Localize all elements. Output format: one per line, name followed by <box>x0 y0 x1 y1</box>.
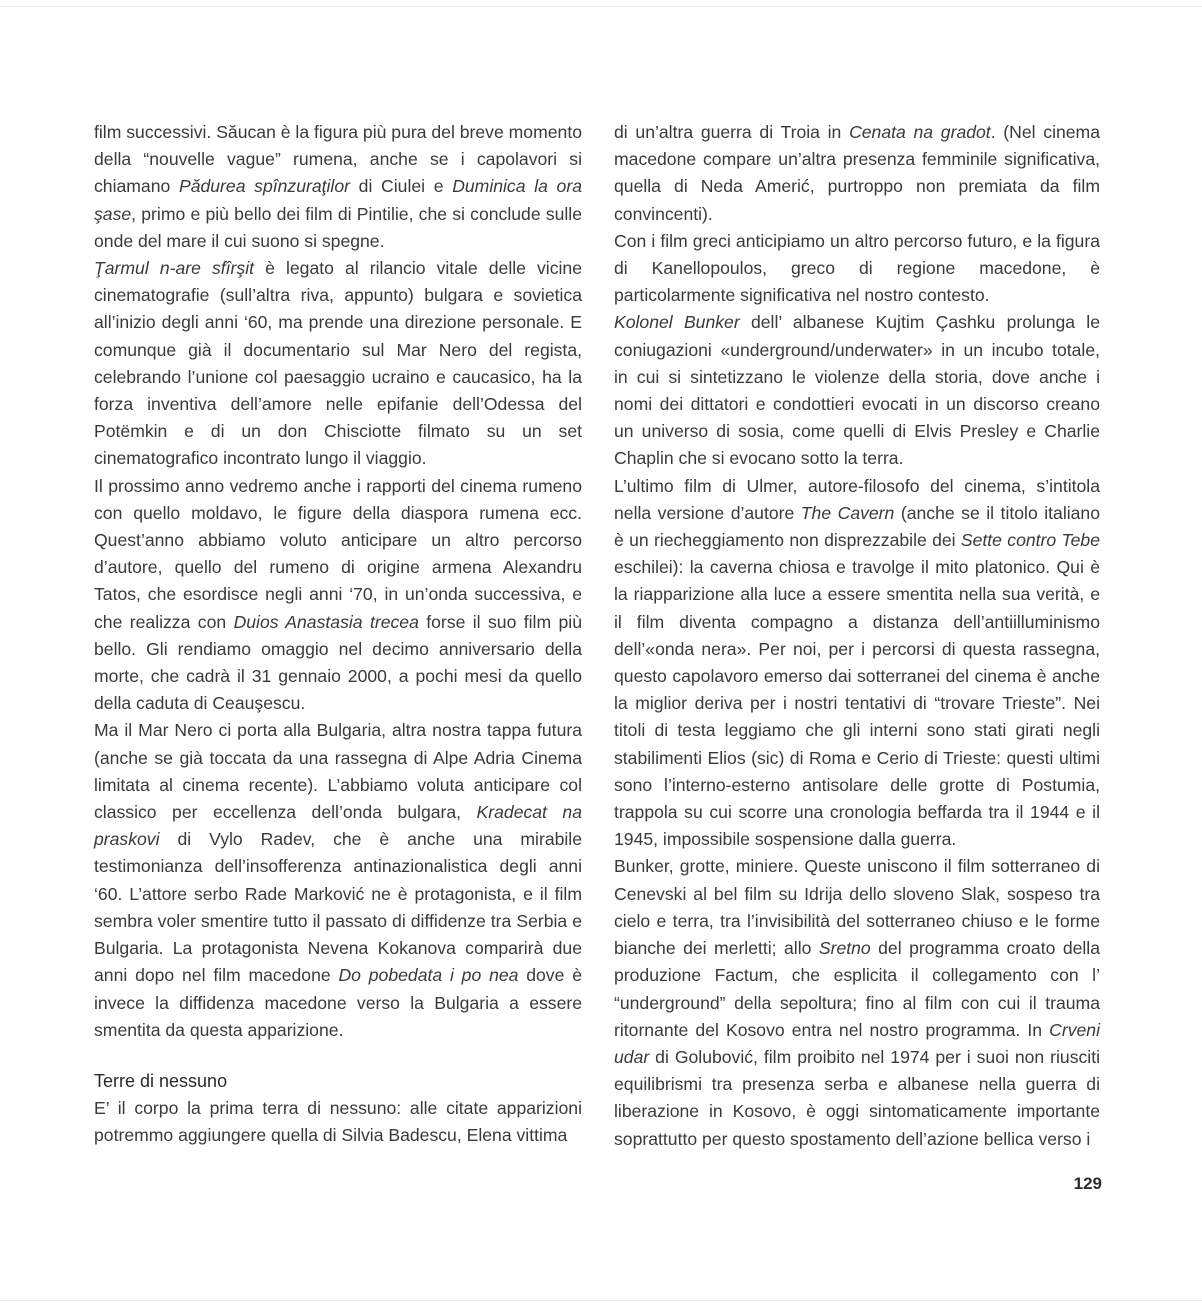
bottom-edge-line <box>0 1300 1202 1301</box>
section-heading: Terre di nessuno <box>94 1070 228 1091</box>
film-title: Duminica la ora şase <box>94 176 582 224</box>
left-paragraph-2: Ţarmul n-are sfîrşit è legato al rilancio vitale delle vicine cinematografie (sull’altra riva, appunto) bulgara e sovietica all’inizio degli anni ‘60, ma prende una direzione personale. E comunque già il documentario sul Mar Nero del regista, celebrando l’unione col paesaggio ucraino e caucasico, ha la forza inventiva dell’amore nelle epifanie dell’Odessa del Potëmkin e di un don Chisciotte filmato su un set cinematografico incontrato lungo il viaggio. <box>94 258 582 469</box>
left-paragraph-1: film successivi. Săucan è la figura più pura del breve momento della “nouvelle vague” rumena, anche se i capolavori si chiamano Pădurea spînzuraţilor di Ciulei e Duminica la ora şase, primo e più bello dei film di Pintilie, che si conclude sulle onde del mare il cui suono si spegne. <box>94 122 582 251</box>
film-title: Ţarmul n-are sfîrşit <box>94 258 255 279</box>
film-title: Kolonel Bunker <box>614 312 740 333</box>
right-column <box>614 119 1100 1153</box>
right-paragraph-3: Kolonel Bunker dell’ albanese Kujtim Çashku prolunga le coniugazioni «underground/underwater» in un incubo totale, in cui si sintetizzano le violenze della storia, dove anche i nomi dei dittatori e condottieri evocati in un discorso creano un universo di sosia, come quelli di Elvis Presley e Charlie Chaplin che si evocano sotto la terra. <box>614 312 1101 469</box>
right-paragraph-5: Bunker, grotte, miniere. Queste uniscono il film sotterraneo di Cenevski al bel film su Idrija dello sloveno Slak, sospeso tra cielo e terra, tra l’invisibilità del sotterraneo chiuso e le forme bianche dei merletti; allo Sretno del programma croato della produzione Factum, che esplicita il collegamento con l’ “underground” della sepoltura; fino al film con cui il trauma ritornante del Kosovo entra nel nostro programma. In Crveni udar di Golubović, film proibito nel 1974 per i suoi non riusciti equilibrismi tra presenza serba e albanese nella guerra di liberazione in Kosovo, è oggi sintomaticamente importante soprattutto per questo spostamento dell’azione bellica verso i <box>614 856 1100 1149</box>
right-paragraph-4: L’ultimo film di Ulmer, autore-filosofo del cinema, s’intitola nella versione d’autore The Cavern (anche se il titolo italiano è un riecheggiamento non disprezzabile dei Sette contro Tebe eschilei): la caverna chiosa e travolge il mito platonico. Qui è la riapparizione alla luce a essere smentita nella sua verità, e il film diventa compagno a distanza dell’antiilluminismo dell’«onda nera». Per noi, per i percorsi di questa rassegna, questo capolavoro emerso dai sotterranei del cinema è anche la miglior deriva per i nostri tentativi di “trovare Trieste”. Nei titoli di testa leggiamo che gli interni sono stati girati negli stabilimenti Elios (sic) di Roma e Cerio di Trieste: questi ultimi sono l’interno-esterno antisolare delle grotte di Postumia, trappola su cui scorre una cronologia beffarda tra il 1944 e il 1945, impossibile sospensione dalla guerra. <box>614 475 1100 850</box>
film-title: Kradecat na praskovi <box>94 802 582 850</box>
left-paragraph-5: E’ il corpo la prima terra di nessuno: alle citate apparizioni potremmo aggiungere quella di Silvia Badescu, Elena vittima <box>94 1097 582 1146</box>
left-paragraph-4: Ma il Mar Nero ci porta alla Bulgaria, altra nostra tappa futura (anche se già toccata da una rassegna di Alpe Adria Cinema limitata al cinema recente). L’abbiamo voluta anticipare col classico per eccellenza dell’onda bulgara, Kradecat na praskovi di Vylo Radev, che è anche una mirabile testimonianza dell’insofferenza antinazionalistica degli anni ‘60. L’attore serbo Rade Marković ne è protagonista, e il film sembra voler smentire tutto il passato di diffidenze tra Serbia e Bulgaria. La protagonista Nevena Kokanova comparirà due anni dopo nel film macedone Do pobedata i po nea dove è invece la diffidenza macedone verso la Bulgaria a essere smentita da questa apparizione. <box>94 720 582 1040</box>
film-title: Sretno <box>818 938 871 959</box>
film-title: Sette contro Tebe <box>960 530 1100 551</box>
page-number: 129 <box>1073 1174 1102 1193</box>
film-title: The Cavern <box>800 502 895 523</box>
film-title: Crveni udar <box>614 1019 1100 1067</box>
film-title: Duios Anastasia trecea <box>233 611 419 632</box>
right-paragraph-1: di un’altra guerra di Troia in Cenata na gradot. (Nel cinema macedone compare un’altra presenza femminile significativa, quella di Neda Amerić, purtroppo non premiata da film convincenti). <box>614 122 1100 224</box>
film-title: Do pobedata i po nea <box>338 965 519 986</box>
top-edge-line <box>0 6 1202 7</box>
film-title: Pădurea spînzuraţilor <box>178 176 350 197</box>
left-column <box>94 119 582 1149</box>
left-paragraph-3: Il prossimo anno vedremo anche i rapporti del cinema rumeno con quello moldavo, le figure della diaspora rumena ecc. Quest’anno abbiamo voluto anticipare un altro percorso d’autore, quello del rumeno di origine armena Alexandru Tatos, che esordisce negli anni ‘70, in un’onda successiva, e che realizza con Duios Anastasia trecea forse il suo film più bello. Gli rendiamo omaggio nel decimo anniversario della morte, che cadrà il 31 gennaio 2000, a pochi mesi da quello della caduta di Ceauşescu. <box>94 475 582 714</box>
film-title: Cenata na gradot <box>849 122 991 142</box>
right-paragraph-2: Con i film greci anticipiamo un altro percorso futuro, e la figura di Kanellopoulos, greco di regione macedone, è particolarmente significativa nel nostro contesto. <box>614 230 1100 306</box>
